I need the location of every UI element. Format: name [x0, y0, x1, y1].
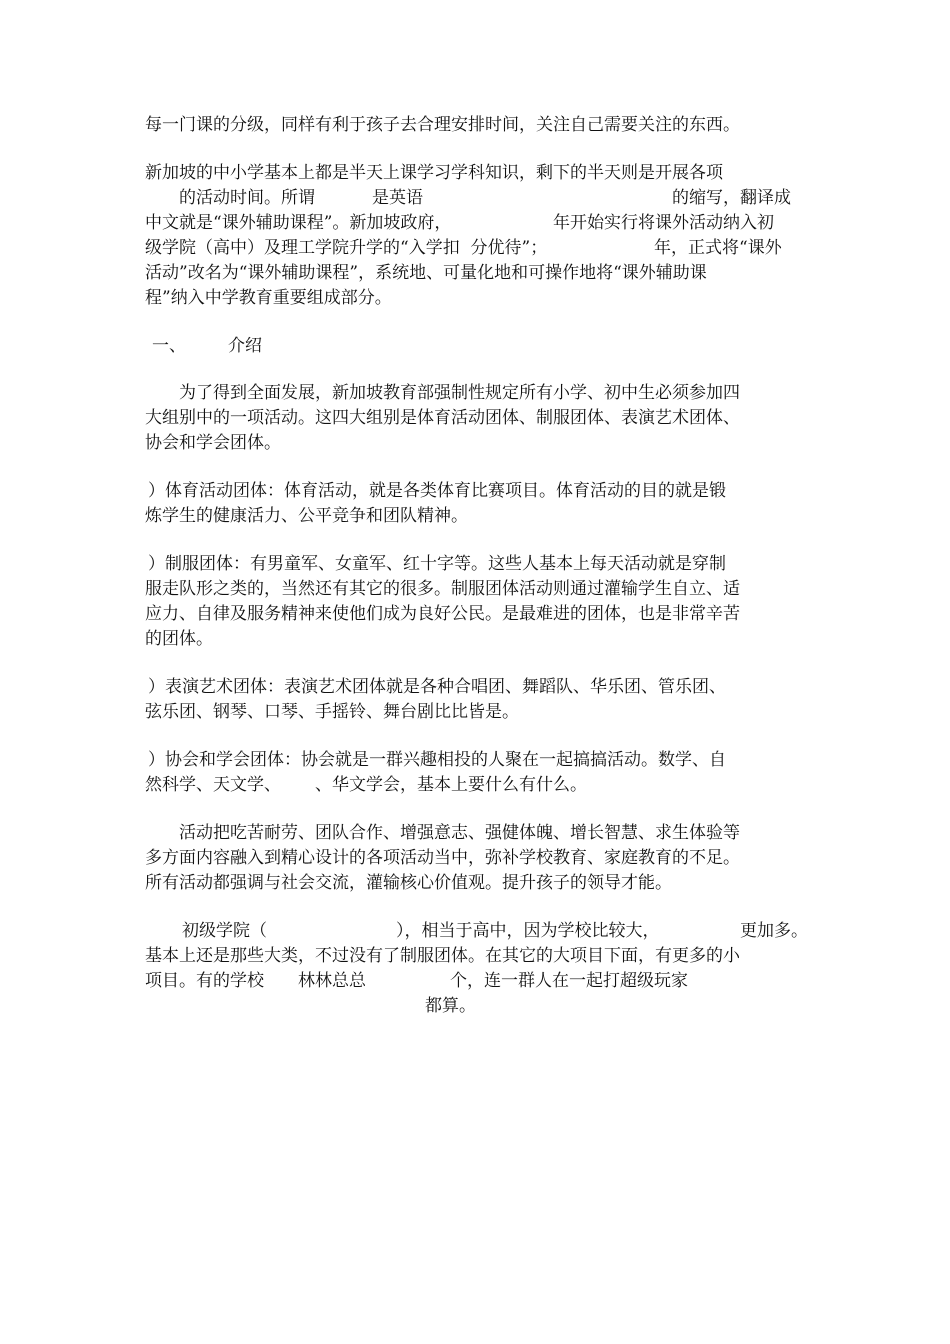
paragraph-line: 初级学院（	[182, 921, 267, 941]
paragraph-line: 炼学生的健康活力、公平竞争和团队精神。	[145, 506, 468, 526]
paragraph-line: 都算。	[425, 996, 476, 1016]
paragraph-line: 级学院（高中）及理工学院升学的“入学扣 分优待”；	[145, 238, 548, 258]
paragraph-line: 多方面内容融入到精心设计的各项活动当中，弥补学校教育、家庭教育的不足。	[145, 848, 740, 868]
paragraph-line: 基本上还是那些大类，不过没有了制服团体。在其它的大项目下面，有更多的小	[145, 946, 740, 966]
paragraph-line: 大组别中的一项活动。这四大组别是体育活动团体、制服团体、表演艺术团体、	[145, 408, 740, 428]
paragraph-line: 协会和学会团体。	[145, 433, 281, 453]
paragraph-line: 的活动时间。所谓	[179, 188, 315, 208]
paragraph-line: 年，正式将“课外	[654, 238, 782, 258]
paragraph-line: 活动”改名为“课外辅助课程”，系统地、可量化地和可操作地将“课外辅助课	[145, 263, 707, 283]
paragraph-line: 所有活动都强调与社会交流，灌输核心价值观。提升孩子的领导才能。	[145, 873, 672, 893]
section-number: 一、	[152, 336, 186, 356]
paragraph-line: 项目。有的学校	[145, 971, 264, 991]
paragraph-line: 更加多。	[740, 921, 808, 941]
paragraph-line: 个，连一群人在一起打超级玩家	[450, 971, 688, 991]
paragraph-line: 、华文学会，基本上要什么有什么。	[315, 775, 587, 795]
paragraph-line: ）制服团体：有男童军、女童军、红十字等。这些人基本上每天活动就是穿制	[148, 554, 726, 574]
paragraph-line: 新加坡的中小学基本上都是半天上课学习学科知识，剩下的半天则是开展各项	[145, 163, 723, 183]
paragraph-line: 的团体。	[145, 629, 213, 649]
paragraph-line: 年开始实行将课外活动纳入初	[553, 213, 774, 233]
paragraph-line: 每一门课的分级，同样有利于孩子去合理安排时间，关注自己需要关注的东西。	[145, 115, 740, 135]
paragraph-line: ），相当于高中，因为学校比较大，	[396, 921, 660, 941]
paragraph-line: ）表演艺术团体：表演艺术团体就是各种合唱团、舞蹈队、华乐团、管乐团、	[148, 677, 726, 697]
paragraph-line: 为了得到全面发展，新加坡教育部强制性规定所有小学、初中生必须参加四	[179, 383, 740, 403]
paragraph-line: 然科学、天文学、	[145, 775, 281, 795]
paragraph-line: 的缩写，翻译成	[672, 188, 791, 208]
paragraph-line: 中文就是“课外辅助课程”。新加坡政府，	[145, 213, 452, 233]
section-title: 介绍	[228, 336, 262, 356]
paragraph-line: 应力、自律及服务精神来使他们成为良好公民。是最难进的团体，也是非常辛苦	[145, 604, 740, 624]
paragraph-line: 是英语	[372, 188, 423, 208]
paragraph-line: ）体育活动团体：体育活动，就是各类体育比赛项目。体育活动的目的就是锻	[148, 481, 726, 501]
paragraph-line: 林林总总	[298, 971, 366, 991]
paragraph-line: ）协会和学会团体：协会就是一群兴趣相投的人聚在一起搞搞活动。数学、自	[148, 750, 726, 770]
paragraph-line: 弦乐团、钢琴、口琴、手摇铃、舞台剧比比皆是。	[145, 702, 519, 722]
paragraph-line: 程”纳入中学教育重要组成部分。	[145, 288, 392, 308]
paragraph-line: 活动把吃苦耐劳、团队合作、增强意志、强健体魄、增长智慧、求生体验等	[179, 823, 740, 843]
paragraph-line: 服走队形之类的，当然还有其它的很多。制服团体活动则通过灌输学生自立、适	[145, 579, 740, 599]
